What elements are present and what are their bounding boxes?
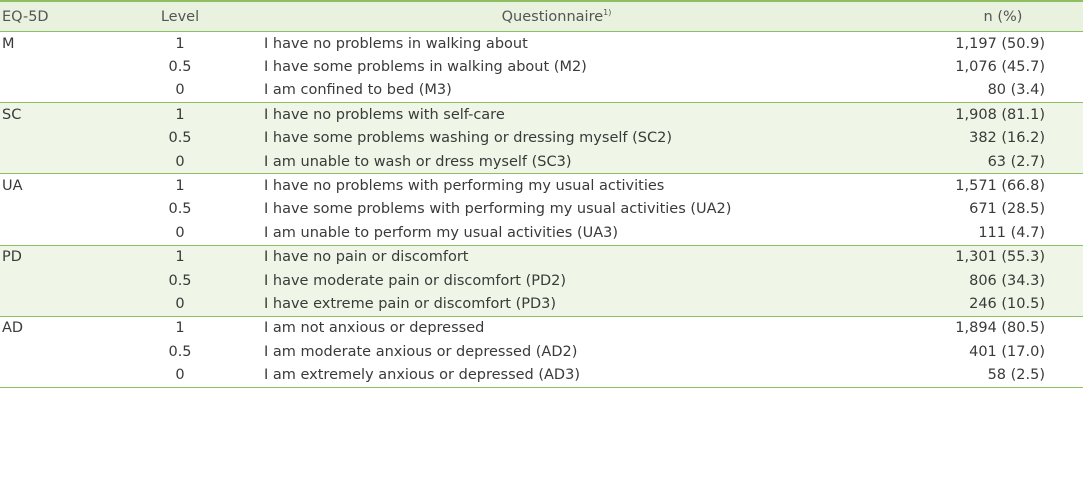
header-eq5d: EQ-5D <box>2 8 49 25</box>
cell-n-percent: 1,197 (50.9) <box>863 32 1083 56</box>
table-row <box>0 55 1083 78</box>
cell-level: 0 <box>110 150 250 174</box>
footnote-marker: 1) <box>603 8 612 17</box>
cell-level: 0 <box>110 292 250 316</box>
table-row <box>0 316 1083 340</box>
cell-dimension <box>0 269 110 292</box>
cell-n-percent: 1,908 (81.1) <box>863 103 1083 127</box>
table-header-row <box>0 1 1083 32</box>
table-row <box>0 245 1083 269</box>
cell-n-percent: 1,894 (80.5) <box>863 316 1083 340</box>
cell-n-percent: 382 (16.2) <box>863 127 1083 150</box>
cell-level: 1 <box>110 174 250 198</box>
cell-level: 0.5 <box>168 201 192 218</box>
cell-dimension <box>0 340 110 363</box>
cell-level: 0.5 <box>168 343 192 360</box>
cell-level: 0 <box>110 363 250 387</box>
cell-n-percent: 671 (28.5) <box>969 201 1045 218</box>
cell-level: 1 <box>110 32 250 56</box>
cell-level: 0.5 <box>110 127 250 150</box>
header-questionnaire <box>250 1 863 32</box>
header-level: Level <box>160 8 200 25</box>
cell-n-percent: 63 (2.7) <box>863 150 1083 174</box>
cell-level: 1 <box>110 245 250 269</box>
cell-level: 1 <box>110 316 250 340</box>
cell-questionnaire: I am not anxious or depressed <box>250 316 863 340</box>
cell-questionnaire: I am unable to perform my usual activities (UA3) <box>264 224 619 241</box>
cell-dimension: M <box>0 32 110 56</box>
table-body <box>0 32 1083 388</box>
table-row <box>0 340 1083 363</box>
table-row <box>0 103 1083 127</box>
table-row <box>0 32 1083 56</box>
cell-level: 1 <box>110 103 250 127</box>
cell-dimension: PD <box>0 245 110 269</box>
cell-n-percent: 58 (2.5) <box>863 363 1083 387</box>
cell-n-percent: 806 (34.3) <box>863 269 1083 292</box>
table-row <box>0 150 1083 174</box>
cell-dimension <box>0 127 110 150</box>
cell-level: 0 <box>175 82 185 99</box>
cell-dimension: AD <box>0 316 110 340</box>
cell-dimension <box>0 198 110 221</box>
table-row <box>0 127 1083 150</box>
cell-dimension <box>0 221 110 245</box>
cell-questionnaire: I am unable to wash or dress myself (SC3) <box>250 150 863 174</box>
cell-level: 0.5 <box>110 269 250 292</box>
table-row <box>0 221 1083 245</box>
cell-dimension <box>0 55 110 78</box>
cell-questionnaire: I have no problems with self-care <box>250 103 863 127</box>
cell-questionnaire: I have moderate pain or discomfort (PD2) <box>250 269 863 292</box>
cell-dimension: SC <box>0 103 110 127</box>
cell-n-percent: 1,301 (55.3) <box>863 245 1083 269</box>
cell-questionnaire: I have no problems in walking about <box>250 32 863 56</box>
table-row <box>0 269 1083 292</box>
cell-n-percent: 1,571 (66.8) <box>863 174 1083 198</box>
cell-n-percent: 1,076 (45.7) <box>955 59 1045 76</box>
table-row <box>0 292 1083 316</box>
table-row <box>0 79 1083 103</box>
cell-dimension <box>0 150 110 174</box>
cell-questionnaire: I have no pain or discomfort <box>250 245 863 269</box>
table-row <box>0 198 1083 221</box>
cell-questionnaire: I am extremely anxious or depressed (AD3) <box>250 363 863 387</box>
header-n-percent: n (%) <box>983 8 1023 25</box>
cell-n-percent: 111 (4.7) <box>978 224 1045 241</box>
table-row <box>0 363 1083 387</box>
cell-level: 0 <box>175 224 185 241</box>
cell-questionnaire: I have some problems in walking about (M2) <box>264 59 587 76</box>
cell-questionnaire: I have no problems with performing my usual activities <box>250 174 863 198</box>
cell-n-percent: 246 (10.5) <box>863 292 1083 316</box>
cell-dimension <box>0 292 110 316</box>
table-row <box>0 174 1083 198</box>
header-questionnaire-label: Questionnaire <box>501 9 604 25</box>
cell-questionnaire: I am moderate anxious or depressed (AD2) <box>264 343 578 360</box>
cell-questionnaire: I have some problems with performing my usual activities (UA2) <box>264 201 732 218</box>
cell-dimension <box>0 363 110 387</box>
cell-level: 0.5 <box>168 59 192 76</box>
cell-n-percent: 401 (17.0) <box>969 343 1045 360</box>
cell-questionnaire: I have extreme pain or discomfort (PD3) <box>250 292 863 316</box>
cell-dimension <box>0 79 110 103</box>
cell-dimension: UA <box>0 174 110 198</box>
cell-questionnaire: I have some problems washing or dressing myself (SC2) <box>250 127 863 150</box>
cell-n-percent: 80 (3.4) <box>987 82 1045 99</box>
cell-questionnaire: I am confined to bed (M3) <box>264 82 452 99</box>
